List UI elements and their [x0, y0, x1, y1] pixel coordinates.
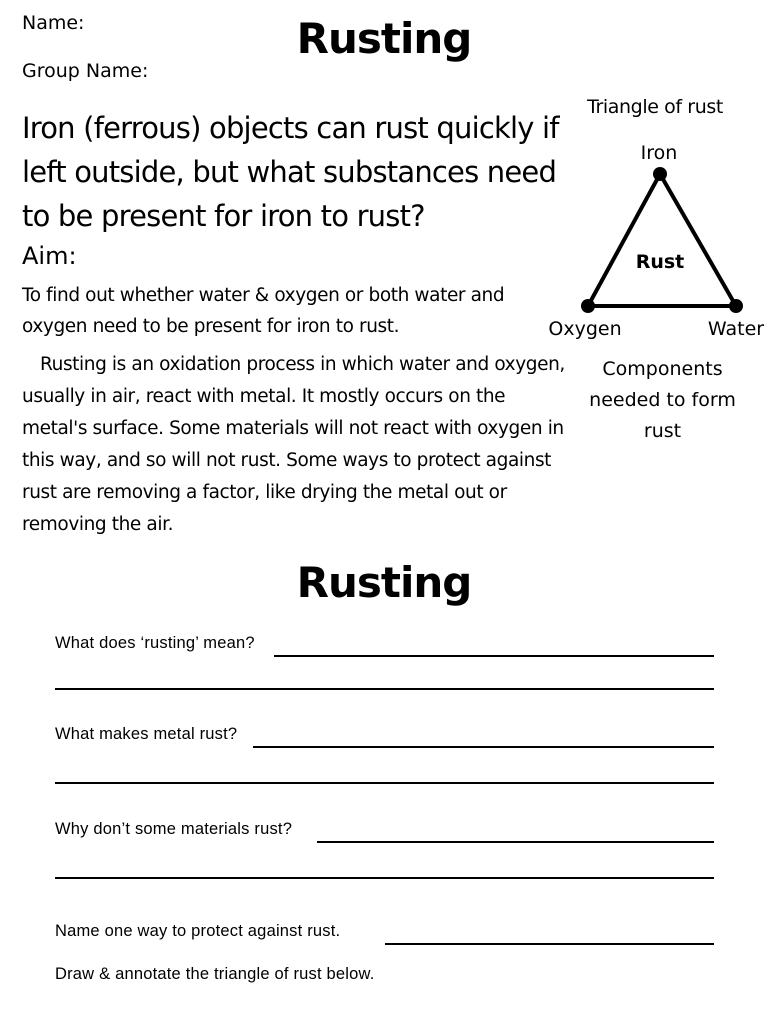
aim-heading: Aim: [22, 242, 77, 270]
answer-line-4[interactable] [385, 943, 714, 945]
intro-question: Iron (ferrous) objects can rust quickly if left outside, but what substances need to be present for iron to rust? [22, 111, 559, 233]
diagram-title: Triangle of rust [587, 96, 723, 118]
vertex-label-oxygen: Oxygen [548, 318, 622, 340]
drawing-instruction: Draw & annotate the triangle of rust below. [55, 965, 375, 983]
triangle-shape [588, 174, 736, 306]
question-4-label: Name one way to protect against rust. [55, 922, 341, 940]
answer-line-1a[interactable] [274, 655, 714, 657]
answer-line-3b[interactable] [55, 877, 714, 879]
vertex-label-iron: Iron [640, 142, 678, 164]
answer-line-2b[interactable] [55, 782, 714, 784]
page-title: Rusting [296, 14, 472, 63]
oxygen-vertex [581, 299, 595, 313]
center-label-rust: Rust [635, 251, 685, 273]
group-name-label: Group Name: [22, 60, 149, 82]
vertex-label-water: Water [707, 318, 765, 340]
question-1-label: What does ‘rusting’ mean? [55, 634, 255, 652]
triangle-of-rust-diagram [540, 136, 768, 346]
iron-vertex [653, 167, 667, 181]
question-2-label: What makes metal rust? [55, 725, 238, 743]
answer-line-2a[interactable] [253, 746, 714, 748]
question-3-label: Why don’t some materials rust? [55, 820, 293, 838]
answer-line-1b[interactable] [55, 688, 714, 690]
intro-paragraph: Rusting is an oxidation process in which water and oxygen, usually in air, react with metal. It mostly occurs on the metal's surface. Some materials will not react with oxygen in this way, and so will not rust. Some ways to protect against rust are removing a factor, like drying the metal out or removing the air. [22, 354, 565, 535]
answer-line-3a[interactable] [317, 841, 714, 843]
aim-text: To find out whether water & oxygen or both water and oxygen need to be present for iron to rust. [22, 285, 505, 337]
water-vertex [729, 299, 743, 313]
name-label: Name: [22, 12, 85, 34]
worksheet-title: Rusting [296, 558, 472, 607]
diagram-caption: Components needed to form rust [589, 358, 736, 442]
